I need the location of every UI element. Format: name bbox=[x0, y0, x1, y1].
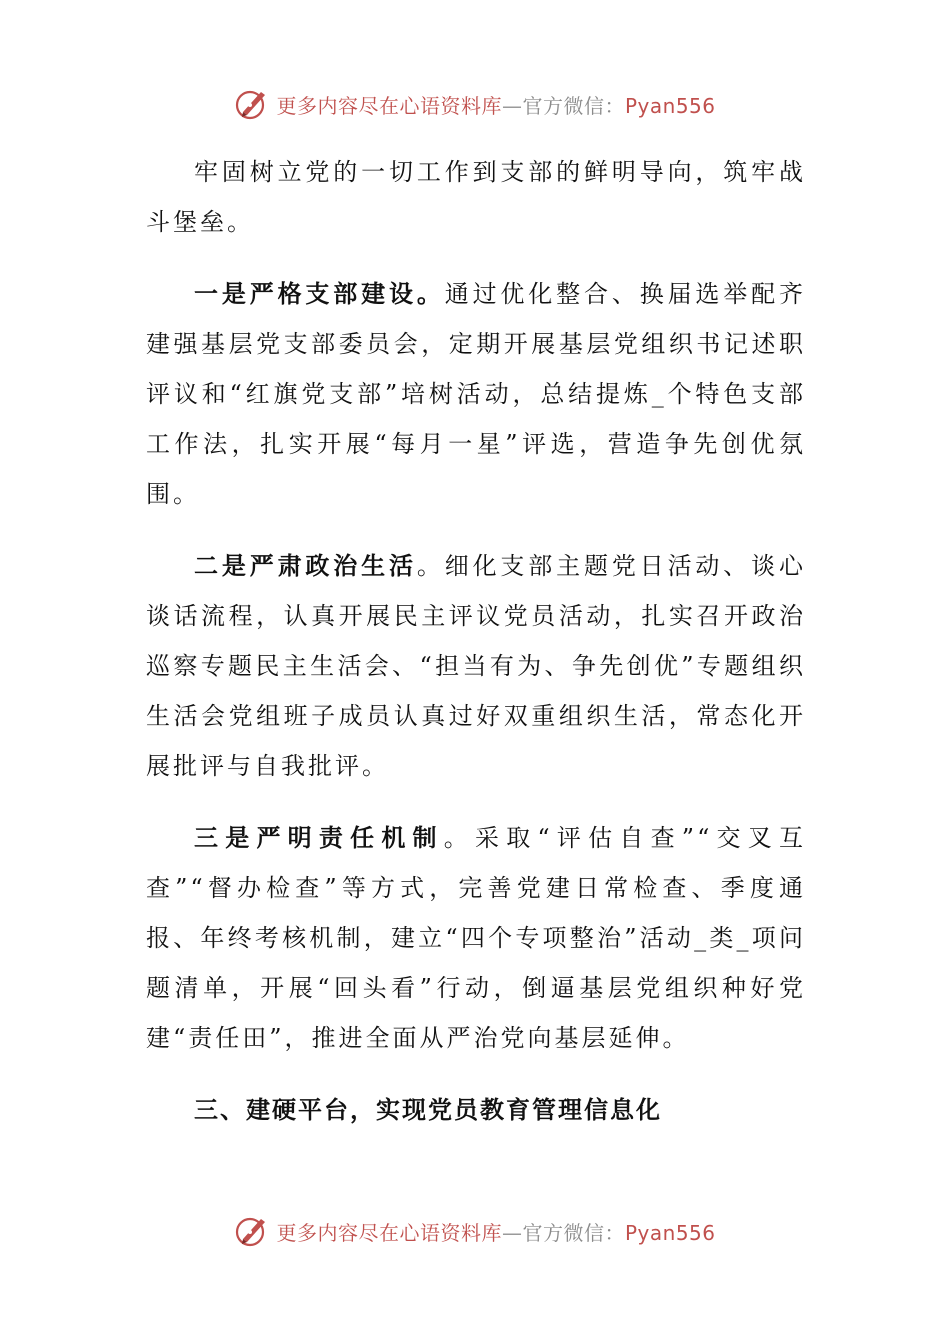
watermark-wechat-label: 官方微信： bbox=[522, 1220, 625, 1245]
watermark-main: 更多内容尽在心语资料库 bbox=[276, 1220, 502, 1245]
pen-circle-logo-icon bbox=[234, 1213, 270, 1249]
watermark-text bbox=[276, 90, 715, 119]
watermark-wechat-id: Pyan556 bbox=[624, 1220, 716, 1245]
watermark-wechat-label: 官方微信： bbox=[522, 93, 625, 118]
section-heading-text: 三、建硬平台，实现党员教育管理信息化 bbox=[194, 1095, 662, 1124]
paragraph-3-text: 。采取“评估自查”“交叉互查”“督办检查”等方式，完善党建日常检查、季度通报、年终考核机制，建立“四个专项整治”活动_类_项问题清单，开展“回头看”行动，倒逼基层党组织种好党建“责任田”，推进全面从严治党向基层延伸。 bbox=[146, 824, 806, 1052]
document-body bbox=[146, 147, 806, 1135]
paragraph-0-text: 牢固树立党的一切工作到支部的鲜明导向，筑牢战斗堡垒。 bbox=[146, 158, 806, 236]
watermark-text bbox=[276, 1217, 715, 1246]
watermark-wechat-id: Pyan556 bbox=[624, 93, 716, 118]
paragraph-2 bbox=[146, 541, 806, 791]
watermark-separator: — bbox=[501, 1220, 523, 1245]
watermark-separator: — bbox=[501, 93, 523, 118]
paragraph-1 bbox=[146, 269, 806, 519]
paragraph-2-text: 。细化支部主题党日活动、谈心谈话流程，认真开展民主评议党员活动，扎实召开政治巡察专题民主生活会、“担当有为、争先创优”专题组织生活会党组班子成员认真过好双重组织生活，常态化开展批评与自我批评。 bbox=[146, 552, 807, 780]
paragraph-1-lead: 一是严格支部建设。 bbox=[194, 279, 445, 308]
paragraph-3-lead: 三是严明责任机制 bbox=[194, 823, 444, 852]
paragraph-1-text: 通过优化整合、换届选举配齐建强基层党支部委员会，定期开展基层党组织书记述职评议和“红旗党支部”培树活动，总结提炼_个特色支部工作法，扎实开展“每月一星”评选，营造争先创优氛围。 bbox=[146, 280, 807, 508]
watermark-main: 更多内容尽在心语资料库 bbox=[276, 93, 502, 118]
pen-circle-logo-icon bbox=[234, 86, 270, 122]
section-heading bbox=[146, 1085, 806, 1135]
paragraph-2-lead: 二是严肃政治生活 bbox=[194, 551, 417, 580]
watermark-footer bbox=[0, 1211, 950, 1251]
watermark-header bbox=[0, 84, 950, 124]
paragraph-3 bbox=[146, 813, 806, 1063]
paragraph-0 bbox=[146, 147, 806, 247]
